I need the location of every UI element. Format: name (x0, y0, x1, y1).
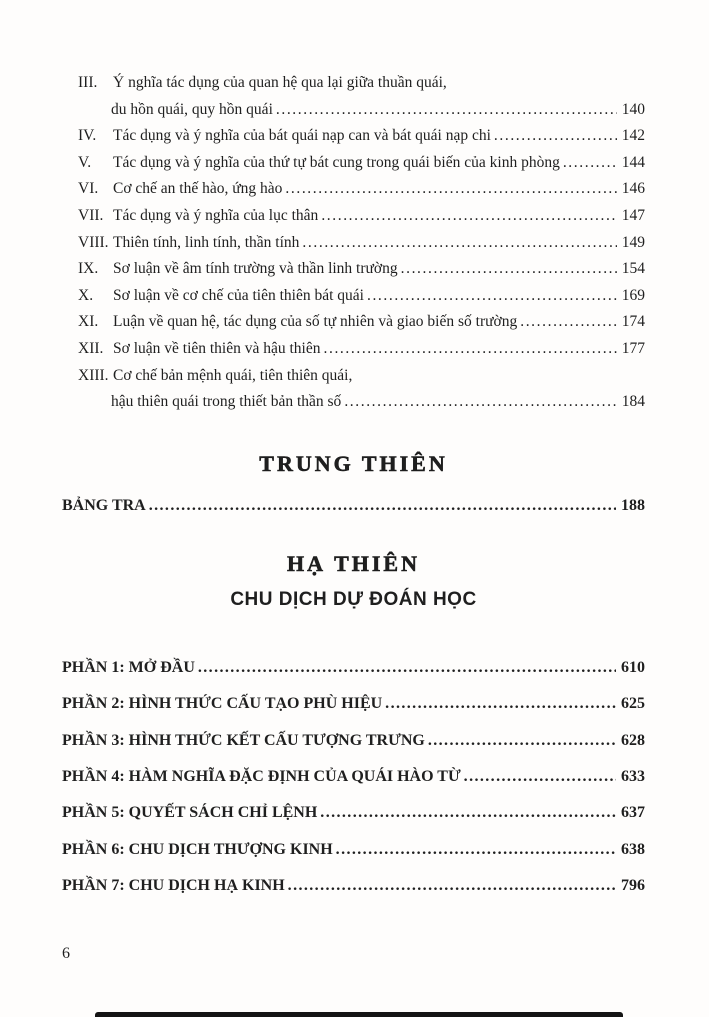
entry-title: PHẦN 3: HÌNH THỨC KẾT CẤU TƯỢNG TRƯNG (62, 731, 425, 749)
entry-page-number: 628 (621, 731, 645, 749)
entry-page-number: 154 (621, 260, 645, 278)
dot-leader (401, 256, 617, 283)
entry-numeral: XII. (78, 339, 104, 357)
entry-title: Sơ luận về cơ chế của tiên thiên bát quái (113, 286, 364, 304)
toc-entry-part (62, 832, 645, 868)
entry-page-number: 610 (621, 658, 645, 676)
toc-entry-line (78, 70, 645, 97)
toc-entry (78, 70, 645, 123)
dot-leader (344, 389, 616, 416)
dot-leader (302, 230, 616, 257)
entry-page-number: 149 (621, 233, 645, 251)
dot-leader (324, 336, 617, 363)
dot-leader (385, 686, 616, 722)
entry-page-number: 177 (621, 339, 645, 357)
toc-entry-part (62, 650, 645, 686)
entry-page-number: 140 (621, 100, 645, 118)
section-heading-trung-thien: TRUNG THIÊN (259, 450, 448, 476)
dot-leader (428, 723, 616, 759)
entry-title: BẢNG TRA (62, 496, 146, 514)
dot-leader (288, 868, 616, 904)
toc-entry (78, 203, 645, 230)
entry-title: Cơ chế bản mệnh quái, tiên thiên quái, (113, 366, 353, 384)
toc-entry-line (78, 150, 645, 177)
toc-entry (78, 336, 645, 363)
toc-entry-bang-tra (62, 493, 645, 519)
toc-entry-part (62, 868, 645, 904)
entry-title: PHẦN 7: CHU DỊCH HẠ KINH (62, 877, 285, 895)
dot-leader (464, 759, 616, 795)
entry-numeral: XIII. (78, 366, 109, 384)
toc-entry-line (78, 283, 645, 310)
section-heading-ha-thien: HẠ THIÊN (286, 550, 420, 576)
entry-page-number: 174 (621, 313, 645, 331)
toc-entry (78, 363, 645, 416)
entry-title: Ý nghĩa tác dụng của quan hệ qua lại giữa thuần quái, (113, 74, 447, 91)
entry-page-number: 188 (621, 496, 645, 514)
toc-entry-part (62, 686, 645, 722)
toc-entry (78, 283, 645, 310)
entry-title: Cơ chế an thế hào, ứng hào (113, 180, 283, 198)
toc-entry (78, 123, 645, 150)
toc-entry-line (78, 97, 645, 124)
toc-entry-line (78, 123, 645, 150)
entry-page-number: 142 (621, 127, 645, 145)
entry-title: PHẦN 5: QUYẾT SÁCH CHỈ LỆNH (62, 804, 318, 822)
entry-page-number: 638 (621, 840, 645, 858)
entry-page-number: 633 (621, 767, 645, 785)
dot-leader (336, 832, 616, 868)
toc-entry-part (62, 723, 645, 759)
entry-numeral: IV. (78, 127, 97, 145)
entry-numeral: X. (78, 286, 94, 304)
entry-page-number: 144 (621, 153, 645, 171)
toc-entry-line (78, 363, 645, 390)
toc-entry (78, 230, 645, 257)
toc-entry-line (78, 176, 645, 203)
scan-edge-artifact (95, 1012, 623, 1017)
entry-numeral: IX. (78, 260, 99, 278)
entry-page-number: 146 (621, 180, 645, 198)
entry-page-number: 169 (621, 286, 645, 304)
dot-leader (494, 123, 617, 150)
entry-title: PHẦN 6: CHU DỊCH THƯỢNG KINH (62, 840, 333, 858)
entry-title: Luận về quan hệ, tác dụng của số tự nhiên và giao biến số trường (113, 313, 518, 331)
toc-entry-line (78, 230, 645, 257)
entry-title: Sơ luận về âm tính trường và thần linh trường (113, 260, 398, 278)
dot-leader (149, 493, 616, 519)
entry-page-number: 184 (621, 393, 645, 411)
toc-entry (78, 256, 645, 283)
toc-entry (78, 150, 645, 177)
dot-leader (563, 150, 617, 177)
entry-page-number: 637 (621, 804, 645, 822)
dot-leader (520, 309, 617, 336)
entry-numeral: III. (78, 74, 98, 91)
dot-leader (285, 176, 616, 203)
toc-entry-part (62, 759, 645, 795)
entry-title: PHẦN 2: HÌNH THỨC CẤU TẠO PHÙ HIỆU (62, 695, 383, 713)
entry-title: PHẦN 1: MỞ ĐẦU (62, 658, 195, 676)
entry-title: Tác dụng và ý nghĩa của lục thân (113, 206, 319, 224)
entry-title-continued: du hồn quái, quy hồn quái (111, 100, 273, 118)
toc-entry-line (78, 336, 645, 363)
entry-title: Tác dụng và ý nghĩa của thứ tự bát cung trong quái biến của kinh phòng (113, 153, 560, 171)
entry-page-number: 147 (621, 206, 645, 224)
entry-numeral: VII. (78, 206, 104, 224)
toc-entry-part (62, 795, 645, 831)
folio-page-number: 6 (62, 945, 70, 962)
dot-leader (198, 650, 616, 686)
entry-page-number: 625 (621, 695, 645, 713)
toc-parts-list (62, 650, 645, 905)
dot-leader (367, 283, 617, 310)
entry-title: Sơ luận về tiên thiên và hậu thiên (113, 339, 321, 357)
toc-entry-line (78, 309, 645, 336)
dot-leader (276, 97, 617, 124)
toc-entry-line (78, 256, 645, 283)
entry-page-number: 796 (621, 877, 645, 895)
dot-leader (321, 203, 616, 230)
entry-numeral: XI. (78, 313, 99, 331)
toc-roman-list (62, 70, 645, 416)
entry-numeral: V. (78, 153, 92, 171)
toc-entry-line (78, 389, 645, 416)
dot-leader (320, 795, 616, 831)
toc-entry (78, 176, 645, 203)
entry-title: Thiên tính, linh tính, thần tính (113, 233, 300, 251)
entry-numeral: VIII. (78, 233, 109, 251)
entry-title-continued: hậu thiên quái trong thiết bản thần số (111, 393, 342, 411)
entry-numeral: VI. (78, 180, 99, 198)
entry-title: Tác dụng và ý nghĩa của bát quái nạp can và bát quái nạp chi (113, 127, 491, 145)
section-subheading-chu-dich: CHU DỊCH DỰ ĐOÁN HỌC (230, 588, 477, 610)
entry-title: PHẦN 4: HÀM NGHĨA ĐẶC ĐỊNH CỦA QUÁI HÀO TỪ (62, 767, 461, 785)
toc-entry (78, 309, 645, 336)
toc-entry-line (78, 203, 645, 230)
